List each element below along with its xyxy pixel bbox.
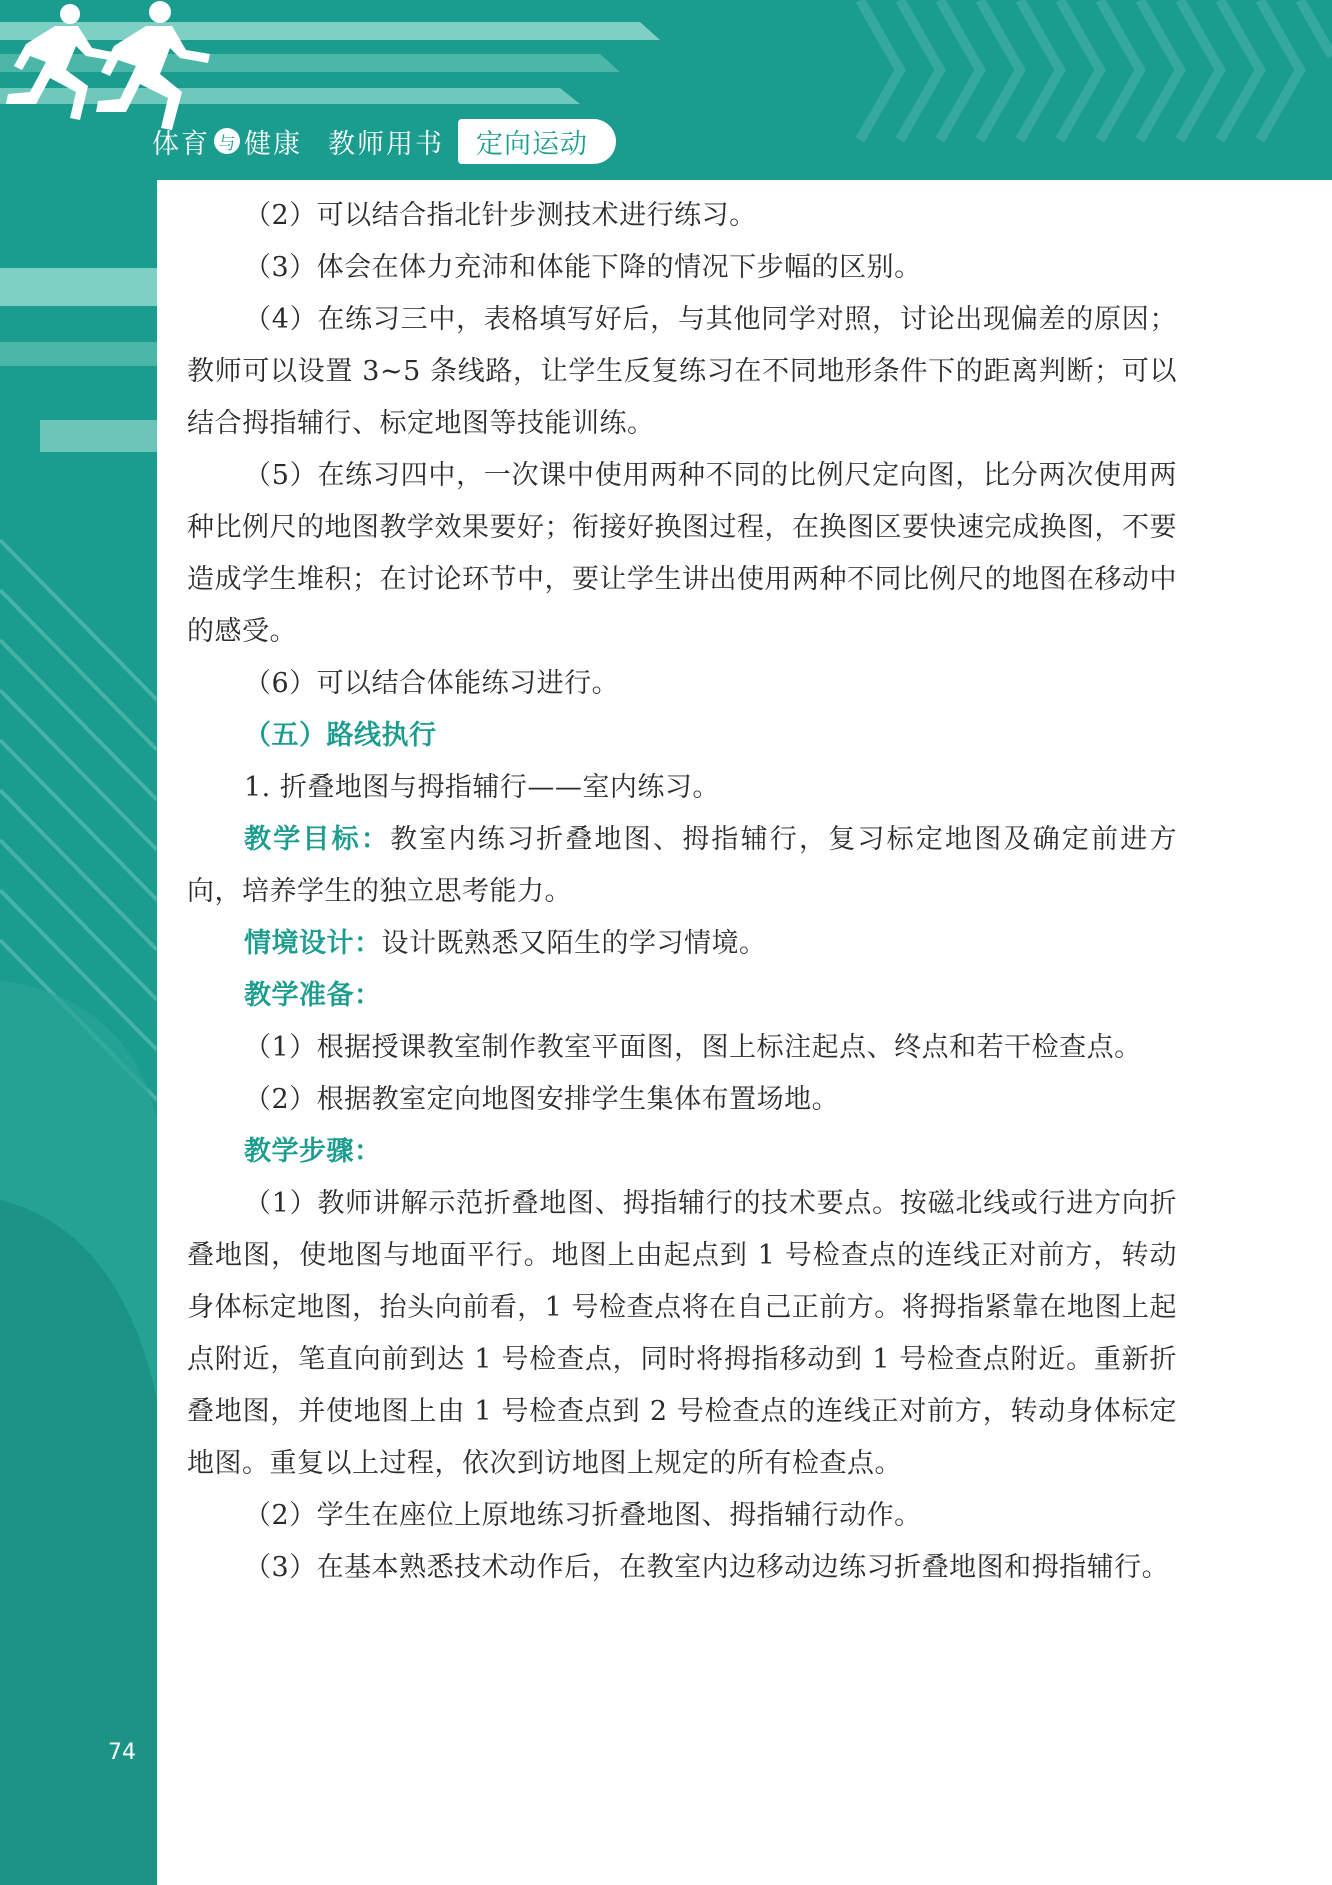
page-body: [187, 190, 1177, 1594]
header-chapter-tab: 定向运动: [458, 119, 616, 164]
paragraph: （3）体会在体力充沛和体能下降的情况下步幅的区别。: [244, 252, 922, 283]
subsection-title: 1. 折叠地图与拇指辅行——室内练习。: [244, 772, 720, 803]
section-heading: （五）路线执行: [244, 720, 437, 751]
teaching-steps-label: 教学步骤：: [244, 1136, 382, 1167]
preparation-item: （1）根据授课教室制作教室平面图，图上标注起点、终点和若干检查点。: [244, 1032, 1142, 1063]
sidebar-pattern-graphic: [0, 0, 157, 1885]
scenario-design-label: 情境设计：: [244, 928, 382, 959]
teaching-goal-text: 教室内练习折叠地图、拇指辅行，复习标定地图及确定前进方向，培养学生的独立思考能力。: [187, 824, 1178, 907]
header-title: [152, 121, 616, 161]
teaching-goal-label: 教学目标：: [244, 824, 391, 855]
header-subject-left: 体育: [152, 128, 210, 160]
scenario-design-text: 设计既熟悉又陌生的学习情境。: [381, 928, 767, 959]
page-number: 74: [108, 1740, 136, 1765]
teaching-goal: [187, 814, 1177, 918]
step-item: （2）学生在座位上原地练习折叠地图、拇指辅行动作。: [244, 1500, 922, 1531]
paragraph: （2）可以结合指北针步测技术进行练习。: [244, 200, 757, 231]
step-item: （3）在基本熟悉技术动作后，在教室内边移动边练习折叠地图和拇指辅行。: [244, 1552, 1170, 1583]
header-subject-right: 健康: [244, 128, 302, 160]
teaching-preparation-label: 教学准备：: [244, 980, 382, 1011]
paragraph: （5）在练习四中，一次课中使用两种不同的比例尺定向图，比分两次使用两种比例尺的地图教学效果要好；衔接好换图过程，在换图区要快速完成换图，不要造成学生堆积；在讨论环节中，要让学生讲出使用两种不同比例尺的地图在移动中的感受。: [187, 460, 1177, 647]
page-header: [0, 0, 1332, 180]
paragraph: （6）可以结合体能练习进行。: [244, 668, 620, 699]
left-decorative-sidebar: [0, 0, 157, 1885]
step-item: （1）教师讲解示范折叠地图、拇指辅行的技术要点。按磁北线或行进方向折叠地图，使地图与地面平行。地图上由起点到 1 号检查点的连线正对前方，转动身体标定地图，抬头向前看，1 号检查点将在自己正前方。将拇指紧靠在地图上起点附近，笔直向前到达 1 号检查点，同时将拇指移动到 1 号检查点附近。重新折叠地图，并使地图上由 1 号检查点到 2 号检查点的连线正对前方，转动身体标定地图。重复以上过程，依次到访地图上规定的所有检查点。: [187, 1188, 1177, 1479]
header-subject-connector: 与: [214, 128, 240, 154]
header-book-type: 教师用书: [328, 128, 444, 160]
paragraph: （4）在练习三中，表格填写好后，与其他同学对照，讨论出现偏差的原因；教师可以设置 3~5 条线路，让学生反复练习在不同地形条件下的距离判断；可以结合拇指辅行、标定地图等技能训练。: [187, 304, 1177, 439]
scenario-design: [187, 918, 1177, 970]
runners-silhouette-icon: [0, 0, 230, 135]
preparation-item: （2）根据教室定向地图安排学生集体布置场地。: [244, 1084, 840, 1115]
